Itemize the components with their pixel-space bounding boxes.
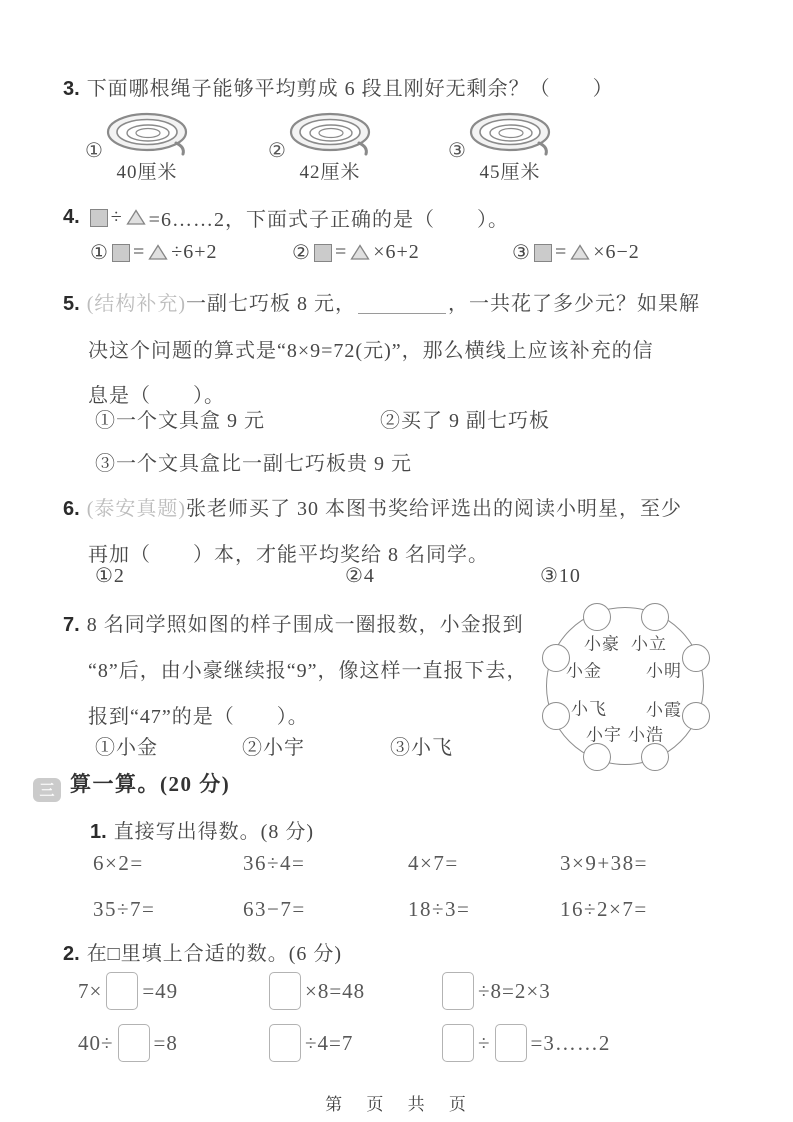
question-6-number: 6. [63, 498, 80, 520]
question-6-text: 张老师买了 30 本图书奖给评选出的阅读小明星，至少 [186, 498, 683, 520]
equation-text: ÷8=2×3 [478, 978, 551, 1003]
answer-box [495, 1024, 527, 1062]
member-circle [682, 644, 710, 672]
member-name: 小浩 [628, 725, 664, 745]
equals-sign: = [334, 241, 348, 263]
member-circle [641, 603, 669, 631]
question-3-stem [63, 72, 614, 101]
member-name: 小金 [566, 661, 602, 681]
equation-text: ×8=48 [305, 978, 366, 1003]
question-7-number: 7. [63, 614, 80, 636]
member-name: 小明 [646, 661, 682, 681]
question-4-option-2 [292, 240, 420, 265]
rope-option-1-marker: ① [85, 140, 103, 162]
member-circle [641, 743, 669, 771]
equation-text: ÷ [478, 1030, 491, 1055]
option-marker: ③ [512, 242, 531, 264]
equation-text: =3……2 [530, 1030, 611, 1055]
equation-text: 40÷ [78, 1030, 114, 1055]
subsection-1-title [90, 815, 314, 844]
question-7-option-3: ③小飞 [390, 737, 453, 759]
rope-option-3-length: 45厘米 [479, 162, 541, 183]
equation-text: 7× [78, 978, 103, 1003]
option-expression: ×6+2 [373, 241, 420, 263]
square-icon [112, 244, 130, 262]
member-name: 小豪 [584, 634, 620, 654]
square-icon [314, 244, 332, 262]
square-icon [534, 244, 552, 262]
subsection-1-text: 直接写出得数。(8 分) [113, 821, 315, 843]
question-7-line-2: “8”后，由小豪继续报“9”，像这样一直报下去， [88, 660, 528, 682]
question-4-text: =6……2，下面式子正确的是（ ）。 [148, 209, 509, 231]
triangle-icon [350, 244, 370, 261]
question-7-text: 8 名同学照如图的样子围成一圈报数，小金报到 [86, 614, 524, 636]
circle-outline [546, 607, 704, 765]
subsection-2-text: 在□里填上合适的数。(6 分) [86, 943, 343, 965]
answer-blank [358, 293, 446, 314]
question-4-number: 4. [63, 206, 80, 228]
question-5-line-3: 息是（ ）。 [88, 385, 225, 407]
square-icon [90, 209, 108, 227]
equation-text: =8 [153, 1030, 178, 1055]
rope-icon [464, 110, 558, 156]
rope-option-2-length: 42厘米 [299, 162, 361, 183]
answer-box [269, 972, 301, 1010]
divide-sign: ÷ [110, 206, 123, 228]
member-name: 小宇 [586, 725, 622, 745]
rope-option-2-marker: ② [268, 140, 286, 162]
question-4-option-1 [90, 240, 217, 265]
member-circle [583, 603, 611, 631]
question-6-option-1: ①2 [95, 565, 125, 587]
question-6-option-2: ②4 [345, 565, 375, 587]
question-5-text: 一副七巧板 8 元， [186, 293, 357, 315]
rope-option-2 [268, 110, 390, 188]
option-expression: ÷6+2 [171, 241, 218, 263]
member-circle [583, 743, 611, 771]
rope-option-1-length: 40厘米 [116, 162, 178, 183]
calc-item: 3×9+38= [560, 851, 649, 875]
subsection-2-number: 2. [63, 943, 80, 965]
answer-box [442, 1024, 474, 1062]
fill-equation [438, 1024, 610, 1062]
member-circle [542, 702, 570, 730]
question-5-line-1 [63, 287, 700, 316]
equals-sign: = [132, 241, 146, 263]
section-3-title: 算一算。(20 分) [70, 772, 231, 796]
question-7-option-2: ②小宇 [242, 737, 305, 759]
triangle-icon [570, 244, 590, 261]
calc-item: 18÷3= [408, 897, 471, 921]
rope-icon [101, 110, 195, 156]
answer-box [269, 1024, 301, 1062]
fill-equation [265, 972, 365, 1010]
fill-equation [78, 1024, 178, 1062]
rope-option-3-marker: ③ [448, 140, 466, 162]
rope-icon [284, 110, 378, 156]
subsection-2-title [63, 937, 342, 966]
rope-option-1 [85, 110, 207, 188]
calc-item: 4×7= [408, 851, 459, 875]
question-6-option-3: ③10 [540, 565, 581, 587]
question-4-stem [63, 203, 509, 232]
equation-text: ÷4=7 [305, 1030, 354, 1055]
triangle-icon [126, 209, 146, 226]
rope-option-3 [448, 110, 570, 188]
answer-box [442, 972, 474, 1010]
calc-item: 35÷7= [93, 897, 156, 921]
question-6-line-1 [63, 492, 682, 521]
option-expression: ×6−2 [593, 241, 640, 263]
section-3-header [33, 768, 230, 802]
triangle-icon [148, 244, 168, 261]
question-7-line-1 [63, 608, 524, 637]
fill-equation [438, 972, 551, 1010]
question-3-text: 下面哪根绳子能够平均剪成 6 段且刚好无剩余？（ ） [86, 78, 614, 100]
question-6-line-2: 再加（ ）本，才能平均奖给 8 名同学。 [88, 544, 489, 566]
answer-box [106, 972, 138, 1010]
equation-text: =49 [142, 978, 179, 1003]
question-5-tag: (结构补充) [86, 293, 187, 315]
fill-equation [78, 972, 178, 1010]
question-6-tag: (泰安真题) [86, 498, 187, 520]
option-marker: ② [292, 242, 311, 264]
question-4-option-3 [512, 240, 640, 265]
option-marker: ① [90, 242, 109, 264]
section-number-badge: 三 [33, 778, 61, 802]
question-7-option-1: ①小金 [95, 737, 158, 759]
member-name: 小立 [631, 634, 667, 654]
member-name: 小霞 [646, 700, 682, 720]
question-5-line-2: 决这个问题的算式是“8×9=72(元)”，那么横线上应该补充的信 [88, 340, 654, 362]
question-3-number: 3. [63, 78, 80, 100]
calc-item: 36÷4= [243, 851, 306, 875]
equals-sign: = [554, 241, 568, 263]
subsection-1-number: 1. [90, 821, 107, 843]
calc-item: 6×2= [93, 851, 144, 875]
calc-item: 16÷2×7= [560, 897, 648, 921]
question-5-number: 5. [63, 293, 80, 315]
counting-circle-diagram [542, 603, 708, 769]
question-5-option-3: ③一个文具盒比一副七巧板贵 9 元 [95, 453, 412, 475]
fill-equation [265, 1024, 353, 1062]
page-footer: 第 页 共 页 [325, 1095, 468, 1114]
member-name: 小飞 [571, 699, 607, 719]
rope-options-row [0, 110, 793, 190]
question-7-line-3: 报到“47”的是（ ）。 [88, 706, 309, 728]
question-5-option-1: ①一个文具盒 9 元 [95, 410, 265, 432]
answer-box [118, 1024, 150, 1062]
question-5-option-2: ②买了 9 副七巧板 [380, 410, 550, 432]
question-5-text: ，一共花了多少元？如果解 [448, 293, 701, 315]
calc-item: 63−7= [243, 897, 306, 921]
member-circle [682, 702, 710, 730]
